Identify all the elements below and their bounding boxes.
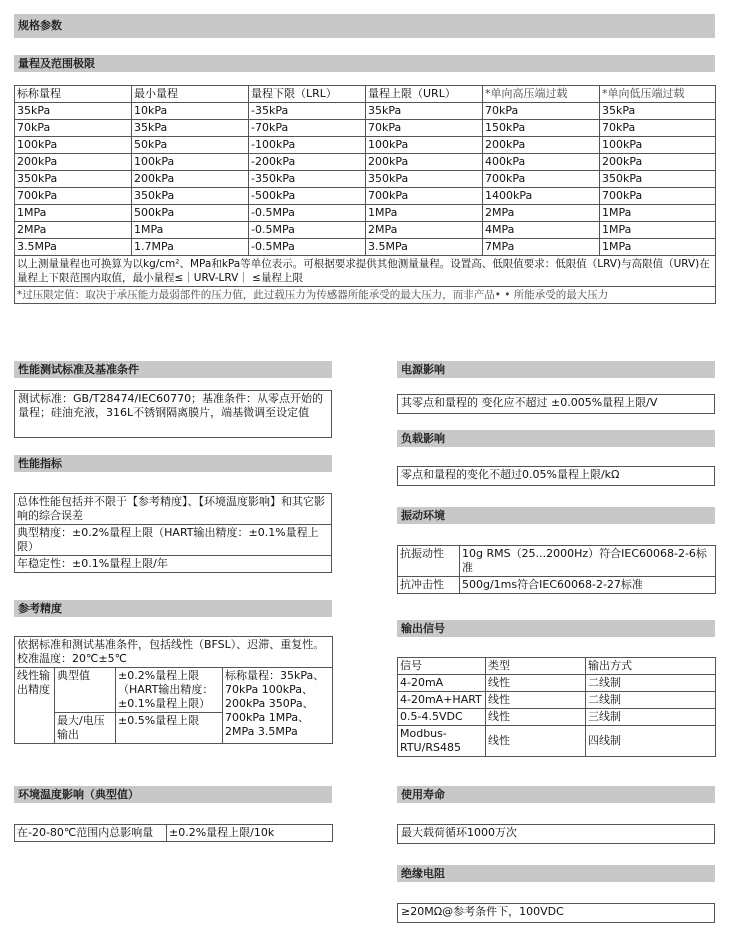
table-cell: 4-20mA (398, 675, 486, 692)
table-cell: 400kPa (483, 154, 600, 171)
table-row (15, 239, 716, 256)
load-title: 负载影响 (397, 430, 715, 447)
typical-value: ±0.2%量程上限（HART输出精度：±0.1%量程上限） (116, 668, 223, 713)
table-row (398, 546, 716, 577)
table-cell: 1.7MPa (132, 239, 249, 256)
table-row (15, 556, 332, 573)
table-cell: 70kPa (600, 120, 716, 137)
power-text: 其零点和量程的 变化应不超过 ±0.005%量程上限/V (397, 394, 715, 414)
table-cell: 1MPa (366, 205, 483, 222)
shock-label: 抗冲击性 (398, 577, 460, 594)
table-row (15, 668, 333, 713)
table-cell: 1MPa (600, 222, 716, 239)
table-cell: 4MPa (483, 222, 600, 239)
table-cell: 700kPa (15, 188, 132, 205)
table-row (398, 692, 716, 709)
range-note-row (15, 256, 716, 287)
table-cell: 0.5-4.5VDC (398, 709, 486, 726)
range-header-cell: *单向低压端过载 (600, 86, 716, 103)
table-cell: 1MPa (132, 222, 249, 239)
ref-accuracy-intro: 依据标准和测试基准条件，包括线性（BFSL）、迟滞、重复性。校准温度：20℃±5℃ (15, 637, 333, 668)
range-header-cell: 量程下限（LRL） (249, 86, 366, 103)
perf-index-overall: 总体性能包括并不限于【参考精度】、【环境温度影响】和其它影响的综合误差 (15, 494, 332, 525)
insulation-title: 绝缘电阻 (397, 865, 715, 882)
output-header-cell: 输出方式 (586, 658, 716, 675)
table-cell: 350kPa (366, 171, 483, 188)
table-cell: 350kPa (132, 188, 249, 205)
table-cell: 二线制 (586, 675, 716, 692)
table-cell: 7MPa (483, 239, 600, 256)
table-cell: 70kPa (15, 120, 132, 137)
table-row (15, 120, 716, 137)
table-cell: 150kPa (483, 120, 600, 137)
table-cell: 4-20mA+HART (398, 692, 486, 709)
env-temp-value: ±0.2%量程上限/10k (167, 825, 333, 842)
range-header-cell: *单向高压端过载 (483, 86, 600, 103)
table-row (15, 188, 716, 205)
range-header-cell: 最小量程 (132, 86, 249, 103)
table-cell: 二线制 (586, 692, 716, 709)
table-row (15, 222, 716, 239)
table-cell: -200kPa (249, 154, 366, 171)
table-row (15, 494, 332, 525)
table-row (15, 171, 716, 188)
env-temp-title: 环境温度影响（典型值） (14, 786, 332, 803)
typical-label: 典型值 (55, 668, 116, 713)
table-cell: 线性 (486, 709, 586, 726)
power-title: 电源影响 (397, 361, 715, 378)
range-header-row (15, 86, 716, 103)
table-cell: 1400kPa (483, 188, 600, 205)
table-cell: 10kPa (132, 103, 249, 120)
table-cell: 500kPa (132, 205, 249, 222)
insulation-text: ≥20MΩ@参考条件下，100VDC (397, 903, 715, 923)
table-cell: 350kPa (15, 171, 132, 188)
perf-index-title: 性能指标 (14, 455, 332, 472)
vibration-value: 10g RMS（25...2000Hz）符合IEC60068-2-6标准 (460, 546, 716, 577)
table-cell: 200kPa (366, 154, 483, 171)
table-row (398, 726, 716, 757)
table-cell: 100kPa (600, 137, 716, 154)
vibration-table (397, 545, 716, 594)
table-cell: 四线制 (586, 726, 716, 757)
life-text: 最大载荷循环1000万次 (397, 824, 715, 844)
output-header-cell: 类型 (486, 658, 586, 675)
output-header-row (398, 658, 716, 675)
shock-value: 500g/1ms符合IEC60068-2-27标准 (460, 577, 716, 594)
page-title: 规格参数 (14, 14, 715, 38)
table-cell: 线性 (486, 726, 586, 757)
ref-accuracy-table (14, 636, 333, 744)
output-title: 输出信号 (397, 620, 715, 637)
range-header-cell: 量程上限（URL） (366, 86, 483, 103)
table-cell: 350kPa (600, 171, 716, 188)
table-cell: 200kPa (600, 154, 716, 171)
table-cell: 200kPa (483, 137, 600, 154)
table-cell: 700kPa (483, 171, 600, 188)
table-cell: 35kPa (366, 103, 483, 120)
range-header-cell: 标称量程 (15, 86, 132, 103)
table-row (15, 525, 332, 556)
table-cell: 1MPa (600, 239, 716, 256)
table-cell: 35kPa (600, 103, 716, 120)
load-text: 零点和量程的变化不超过0.05%量程上限/kΩ (397, 466, 715, 486)
perf-index-table (14, 493, 332, 573)
perf-standard-text: 测试标准：GB/T28474/IEC60770；基准条件：从零点开始的量程；硅油充液，316L不锈钢隔离膜片，端基微调至设定值 (14, 390, 332, 438)
table-cell: 线性 (486, 692, 586, 709)
table-cell: 700kPa (366, 188, 483, 205)
table-cell: 50kPa (132, 137, 249, 154)
table-cell: 70kPa (483, 103, 600, 120)
table-row (398, 675, 716, 692)
nominal-range-text: 标称量程：35kPa、70kPa 100kPa、200kPa 350Pa、700kPa 1MPa、2MPa 3.5MPa (223, 668, 333, 744)
output-header-cell: 信号 (398, 658, 486, 675)
table-cell: Modbus-RTU/RS485 (398, 726, 486, 757)
table-cell: 35kPa (15, 103, 132, 120)
vibration-title: 振动环境 (397, 507, 715, 524)
table-cell: -0.5MPa (249, 222, 366, 239)
perf-index-stability: 年稳定性：±0.1%量程上限/年 (15, 556, 332, 573)
env-temp-table (14, 824, 333, 842)
table-cell: 3.5MPa (15, 239, 132, 256)
range-overload-note-row (15, 287, 716, 304)
table-cell: 35kPa (132, 120, 249, 137)
range-section-title: 量程及范围极限 (14, 55, 715, 72)
table-cell: 2MPa (483, 205, 600, 222)
table-cell: 100kPa (15, 137, 132, 154)
perf-standard-title: 性能测试标准及基准条件 (14, 361, 332, 378)
table-row (15, 825, 333, 842)
table-row (398, 709, 716, 726)
life-title: 使用寿命 (397, 786, 715, 803)
table-cell: -35kPa (249, 103, 366, 120)
table-row (15, 154, 716, 171)
table-row (15, 103, 716, 120)
range-note: 以上测量量程也可换算为以kg/cm²、MPa和kPa等单位表示。可根据要求提供其他测量量程。设置高、低限值要求：低限值（LRV)与高限值（URV)在量程上下限范围内取值，最小量程≤｜URV-LRV｜ ≤量程上限 (15, 256, 716, 287)
table-cell: 3.5MPa (366, 239, 483, 256)
table-cell: 2MPa (15, 222, 132, 239)
table-cell: 2MPa (366, 222, 483, 239)
table-cell: 1MPa (600, 205, 716, 222)
table-cell: 70kPa (366, 120, 483, 137)
table-cell: -100kPa (249, 137, 366, 154)
table-cell: -350kPa (249, 171, 366, 188)
env-temp-label: 在-20-80℃范围内总影响量 (15, 825, 167, 842)
overload-note: *过压限定值：取决于承压能力最弱部件的压力值，此过载压力为传感器所能承受的最大压力，而非产品• • 所能承受的最大压力 (15, 287, 716, 304)
ref-accuracy-title: 参考精度 (14, 600, 332, 617)
range-table (14, 85, 716, 304)
table-cell: 线性 (486, 675, 586, 692)
perf-index-typical: 典型精度：±0.2%量程上限（HART输出精度：±0.1%量程上限） (15, 525, 332, 556)
vibration-label: 抗振动性 (398, 546, 460, 577)
table-cell: 200kPa (132, 171, 249, 188)
output-table (397, 657, 716, 757)
max-voltage-label: 最大/电压输出 (55, 713, 116, 744)
table-row (15, 205, 716, 222)
table-cell: -0.5MPa (249, 205, 366, 222)
table-cell: 100kPa (366, 137, 483, 154)
table-row (398, 577, 716, 594)
table-cell: 100kPa (132, 154, 249, 171)
table-cell: -500kPa (249, 188, 366, 205)
table-cell: 200kPa (15, 154, 132, 171)
table-cell: -0.5MPa (249, 239, 366, 256)
linear-output-label: 线性输出精度 (15, 668, 55, 744)
table-row (15, 637, 333, 668)
table-cell: 1MPa (15, 205, 132, 222)
table-cell: 三线制 (586, 709, 716, 726)
max-voltage-value: ±0.5%量程上限 (116, 713, 223, 744)
table-cell: 700kPa (600, 188, 716, 205)
table-cell: -70kPa (249, 120, 366, 137)
table-row (15, 137, 716, 154)
